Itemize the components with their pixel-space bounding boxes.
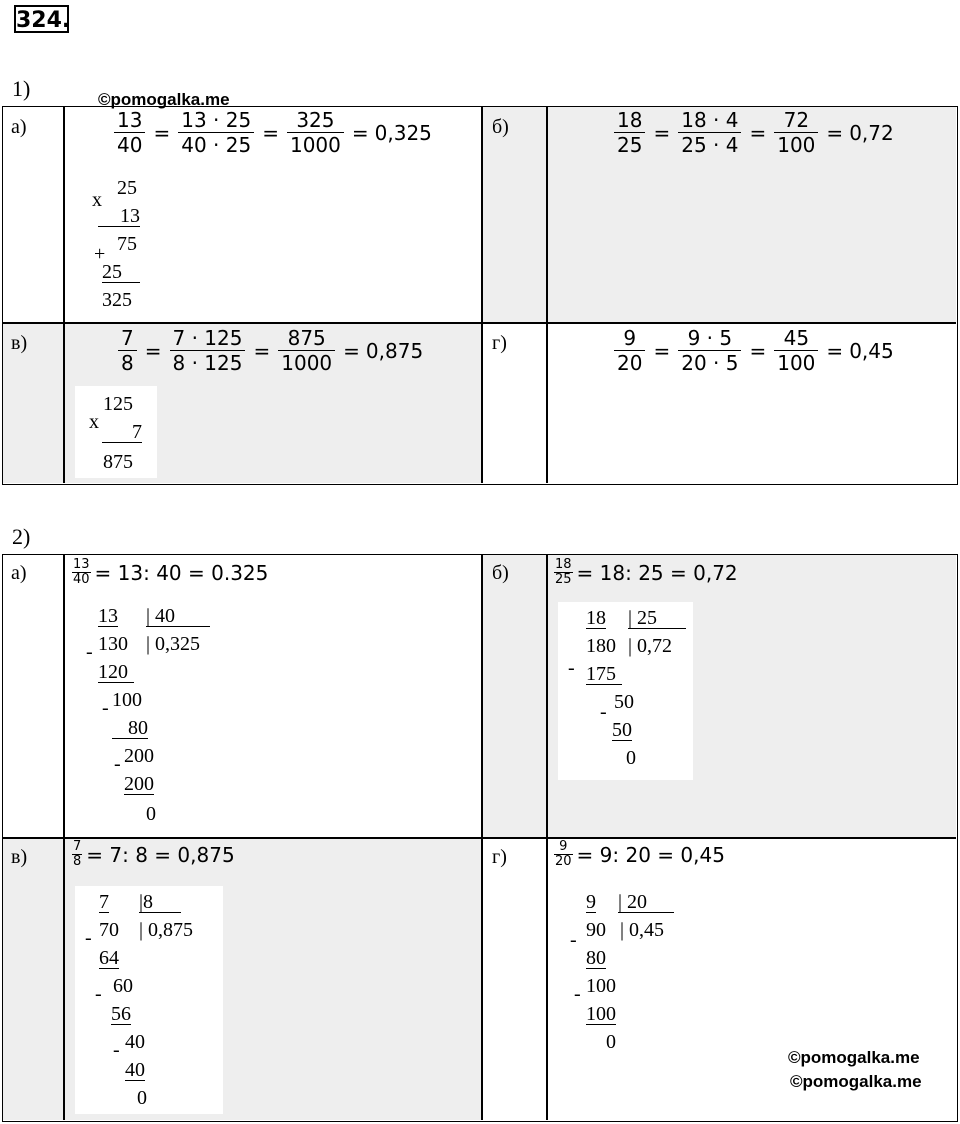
div-row: 13 — [98, 605, 118, 627]
remainder: 0 — [137, 1087, 147, 1109]
minus-sign: - — [600, 701, 607, 723]
minus-sign: - — [86, 641, 93, 663]
num: 13 — [117, 108, 143, 132]
den: 8 · 125 — [170, 350, 246, 375]
div-row: 100 — [112, 689, 142, 711]
div-row: 7 — [99, 891, 109, 913]
div-row: 80 — [112, 718, 148, 739]
equation-1a: $\frac{13}{40}$ = $\frac{13 \cdot 25}{40 \cdot 25}$ = $\frac{325}{1000}$ = 0,325 — [112, 108, 432, 157]
remainder: 0 — [606, 1031, 616, 1053]
num: 45 — [783, 326, 810, 350]
times-sign: x — [92, 189, 102, 211]
num: 7 — [73, 839, 82, 854]
num: 9 — [559, 839, 568, 854]
minus-sign: - — [113, 1039, 120, 1061]
calc-row: 125 — [103, 393, 133, 415]
den: 25 — [614, 132, 645, 157]
label-1v: в) — [11, 332, 28, 354]
minus-sign: - — [574, 983, 581, 1005]
num: 9 · 5 — [687, 326, 733, 350]
div-row: 56 — [111, 1003, 131, 1025]
den: 8 — [118, 350, 137, 375]
calc-row: 325 — [102, 289, 132, 311]
minus-sign: - — [114, 753, 121, 775]
den: 20 — [614, 350, 645, 375]
multiplication-1a — [90, 178, 150, 313]
den: 8 — [73, 854, 82, 869]
div-row: 40 — [125, 1031, 145, 1053]
long-division-2a — [86, 606, 226, 828]
calc-row: 75 — [117, 233, 137, 255]
div-row: 200 — [124, 745, 154, 767]
result: 0,875 — [365, 338, 424, 363]
den: 20 · 5 — [678, 350, 741, 375]
quotient: | 0,45 — [620, 919, 665, 941]
div-row: 64 — [99, 947, 119, 969]
equation-2a — [72, 558, 268, 587]
num: 13 · 25 — [181, 108, 252, 132]
num: 18 — [617, 108, 643, 132]
divisor: | 40 — [146, 606, 210, 627]
multiplication-1v — [75, 386, 157, 478]
div-row: 40 — [125, 1059, 145, 1081]
num: 875 — [287, 326, 326, 350]
calc-row: 13 — [98, 206, 140, 227]
div-row: 50 — [614, 691, 634, 713]
den: 1000 — [287, 132, 344, 157]
minus-sign: - — [570, 929, 577, 951]
equation-2v — [72, 840, 235, 869]
label-1a: а) — [11, 116, 27, 138]
expr: = 13: 40 = 0.325 — [94, 560, 269, 585]
label-2b: б) — [492, 562, 509, 584]
quotient: | 0,325 — [146, 633, 201, 655]
den: 25 — [555, 572, 572, 587]
problem-number: 324. — [14, 5, 69, 33]
watermark-bottom-1: ©pomogalka.me — [788, 1048, 920, 1067]
equation-1b: $\frac{18}{25}$ = $\frac{18 \cdot 4}{25 \cdot 4}$ = $\frac{72}{100}$ = 0,72 — [612, 108, 894, 157]
calc-row: 25 — [102, 262, 140, 283]
div-row: 90 — [586, 919, 606, 941]
calc-row: 25 — [117, 177, 137, 199]
label-2v: в) — [11, 846, 28, 868]
equation-2b — [554, 558, 738, 587]
div-row: 175 — [586, 664, 622, 685]
long-division-2b — [558, 602, 693, 780]
expr: = 18: 25 = 0,72 — [576, 560, 738, 585]
den: 40 · 25 — [178, 132, 254, 157]
den: 40 — [73, 572, 90, 587]
remainder: 0 — [146, 803, 156, 825]
div-row: 70 — [99, 919, 119, 941]
calc-row: 7 — [102, 422, 142, 443]
div-row: 100 — [586, 1003, 616, 1025]
num: 325 — [296, 108, 335, 132]
num: 7 · 125 — [172, 326, 243, 350]
result: 0,45 — [849, 338, 894, 363]
long-division-2v — [75, 886, 223, 1114]
num: 18 · 4 — [681, 108, 739, 132]
label-2g: г) — [492, 846, 507, 868]
remainder: 0 — [626, 747, 636, 769]
minus-sign: - — [95, 983, 102, 1005]
div-row: 200 — [124, 773, 154, 795]
den: 25 · 4 — [678, 132, 741, 157]
num: 9 — [623, 326, 637, 350]
den: 40 — [114, 132, 145, 157]
long-division-2g — [570, 892, 700, 1052]
minus-sign: - — [102, 697, 109, 719]
watermark-top: ©pomogalka.me — [98, 90, 230, 109]
divisor: |8 — [139, 892, 181, 913]
equation-1g: $\frac{9}{20}$ = $\frac{9 \cdot 5}{20 \cdot 5}$ = $\frac{45}{100}$ = 0,45 — [612, 326, 894, 375]
div-row: 100 — [586, 975, 616, 997]
num: 7 — [121, 326, 134, 350]
quotient: | 0,875 — [139, 919, 194, 941]
label-1g: г) — [492, 332, 507, 354]
equation-1v: $\frac{7}{8}$ = $\frac{7 \cdot 125}{8 \cdot 125}$ = $\frac{875}{1000}$ = 0,875 — [116, 326, 423, 375]
div-row: 120 — [98, 662, 134, 683]
divisor: | 20 — [618, 892, 674, 913]
equation-2g — [554, 840, 725, 869]
part1-label: 1) — [12, 76, 31, 101]
num: 72 — [783, 108, 810, 132]
minus-sign: - — [568, 657, 575, 679]
calc-row: 875 — [103, 451, 133, 473]
div-row: 80 — [586, 947, 606, 969]
plus-sign: + — [94, 243, 106, 265]
label-1b: б) — [492, 116, 509, 138]
num: 13 — [73, 557, 90, 572]
watermark-bottom-2: ©pomogalka.me — [790, 1072, 922, 1091]
den: 20 — [555, 854, 572, 869]
den: 100 — [774, 350, 818, 375]
part2-label: 2) — [12, 524, 31, 549]
div-row: 130 — [98, 633, 128, 655]
div-row: 50 — [612, 719, 632, 741]
expr: = 7: 8 = 0,875 — [86, 842, 235, 867]
div-row: 180 — [586, 635, 616, 657]
divisor: | 25 — [628, 608, 686, 629]
div-row: 60 — [113, 975, 133, 997]
label-2a: а) — [11, 562, 27, 584]
expr: = 9: 20 = 0,45 — [576, 842, 725, 867]
den: 100 — [774, 132, 818, 157]
den: 1000 — [278, 350, 335, 375]
quotient: | 0,72 — [628, 635, 673, 657]
div-row: 9 — [586, 891, 596, 913]
div-row: 18 — [586, 607, 606, 629]
times-sign: x — [89, 411, 99, 433]
num: 18 — [555, 557, 572, 572]
result: 0,325 — [374, 120, 432, 145]
result: 0,72 — [849, 120, 894, 145]
minus-sign: - — [85, 927, 92, 949]
